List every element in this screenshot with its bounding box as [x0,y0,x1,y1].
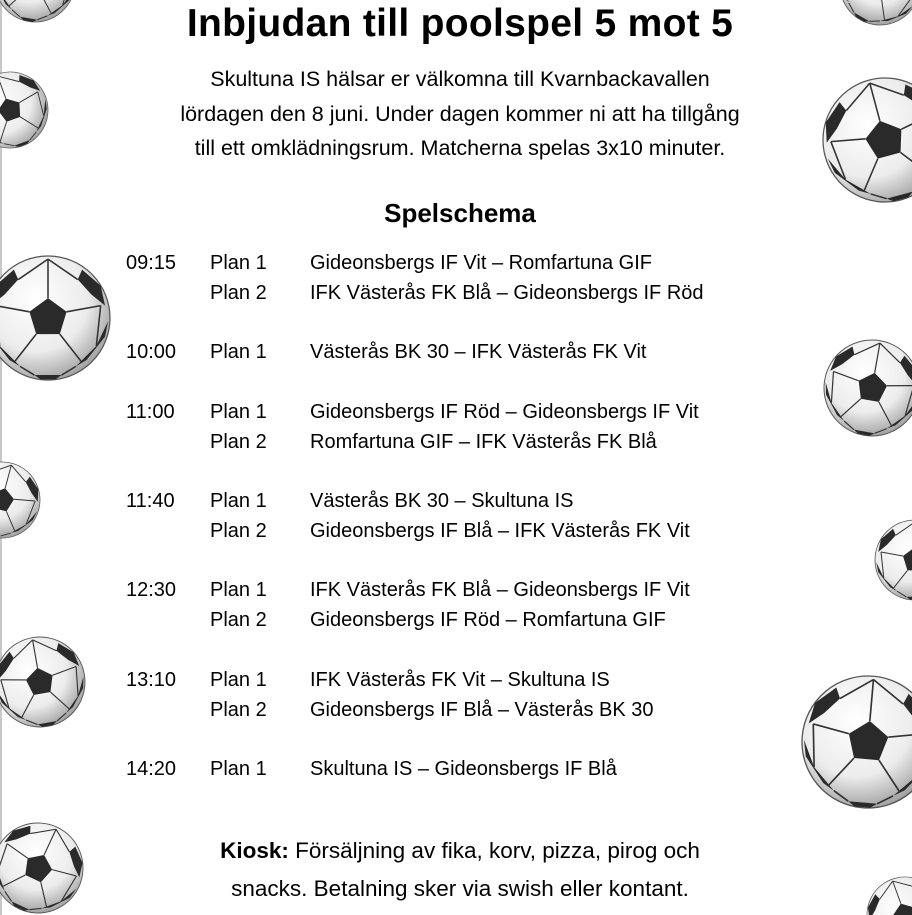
match-teams: IFK Västerås FK Vit – Skultuna IS [310,668,610,691]
match-time: 14:20 [126,758,177,780]
match-teams: Gideonsbergs IF Röd – Gideonsbergs IF Vit [310,400,699,423]
soccer-ball-icon [0,61,59,158]
soccer-ball-icon [816,332,912,443]
kiosk-text: Försäljning av fika, korv, pizza, pirog och [288,838,700,863]
match-time: 13:10 [126,668,177,691]
match-field: Plan 1 [210,341,267,364]
kiosk-text: snacks. Betalning sker via swish eller kontant. [231,876,689,901]
kiosk-info [110,832,810,908]
match-teams: Västerås BK 30 – Skultuna IS [310,490,574,513]
soccer-ball-icon [875,520,912,600]
match-field: Plan 1 [210,668,267,691]
match-field: Plan 2 [210,281,267,304]
match-teams: Gideonsbergs IF Blå – IFK Västerås FK Vit [310,519,690,542]
match-teams: IFK Västerås FK Blå – Gideonsbergs IF Vit [310,579,690,602]
soccer-ball-icon [0,808,98,915]
soccer-ball-icon [856,866,912,915]
soccer-ball-icon [0,453,49,546]
match-field: Plan 2 [210,698,267,721]
match-teams: Gideonsbergs IF Röd – Romfartuna GIF [310,609,666,632]
schedule-heading: Spelschema [384,198,536,228]
match-field: Plan 1 [210,758,267,780]
soccer-ball-icon [796,670,912,813]
match-teams: Skultuna IS – Gideonsbergs IF Blå [310,758,617,780]
intro-line: Skultuna IS hälsar er välkomna till Kvarnbackavallen [210,67,710,91]
soccer-ball-icon [0,630,92,734]
match-time: 12:30 [126,579,177,602]
match-field: Plan 2 [210,519,267,542]
match-time: 10:00 [126,341,177,364]
match-teams: Romfartuna GIF – IFK Västerås FK Blå [310,430,657,453]
match-teams: IFK Västerås FK Blå – Gideonsbergs IF Röd [310,281,704,304]
intro-text [110,62,810,166]
kiosk-label: Kiosk: [220,838,289,863]
match-teams: Västerås BK 30 – IFK Västerås FK Vit [310,341,647,364]
match-field: Plan 1 [210,252,267,274]
match-field: Plan 1 [210,400,267,423]
match-teams: Gideonsbergs IF Vit – Romfartuna GIF [310,252,653,274]
match-time: 09:15 [126,252,177,274]
soccer-ball-icon [825,0,912,40]
intro-line: lördagen den 8 juni. Under dagen kommer ni att ha tillgång [180,101,740,126]
match-time: 11:00 [126,400,175,423]
soccer-ball-icon [0,0,81,28]
page-title: Inbjudan till poolspel 5 mot 5 [186,2,734,45]
soccer-ball-icon [0,256,110,380]
match-time: 11:40 [126,490,175,513]
match-teams: Gideonsbergs IF Blå – Västerås BK 30 [310,698,654,721]
match-field: Plan 2 [210,609,267,632]
match-field: Plan 2 [210,430,267,453]
intro-line: till ett omklädningsrum. Matcherna spelas 3x10 minuter. [194,136,726,160]
soccer-ball-icon [809,64,912,216]
match-field: Plan 1 [210,579,267,602]
match-field: Plan 1 [210,490,267,513]
